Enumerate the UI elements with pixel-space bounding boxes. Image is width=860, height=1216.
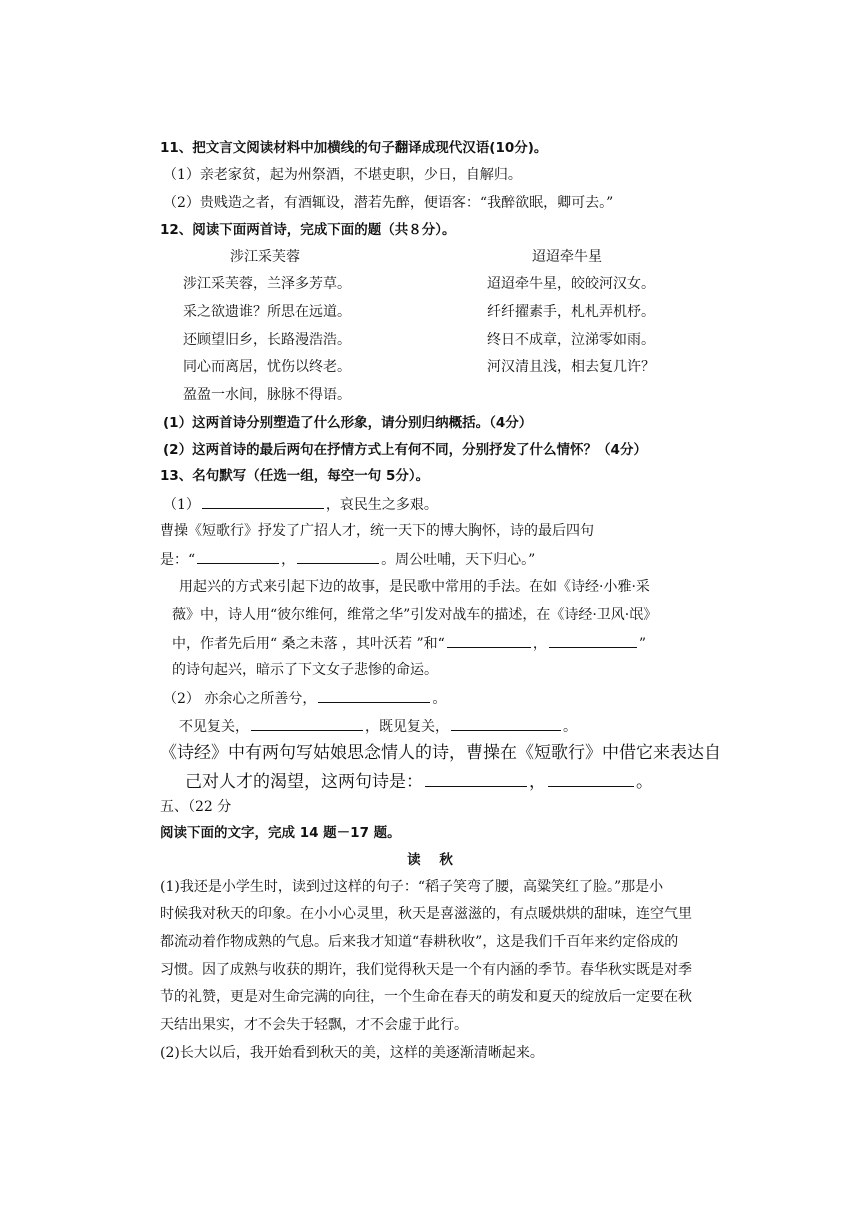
xing-prefix: 中，作者先后用“ 桑之未落 ，其叶沃若 ”和“ [172, 636, 445, 652]
essay-para1-line: (1)我还是小学生时，读到过这样的句子：“稻子笑弯了腰，高粱笑红了脸。”那是小 [160, 879, 664, 895]
fu-line [179, 716, 577, 737]
cao-prefix: 是：“ [160, 552, 196, 568]
essay-para2: (2)长大以后，我开始看到秋天的美，这样的美逐渐清晰起来。 [160, 1045, 544, 1061]
fu-prefix: 不见复关， [179, 719, 249, 735]
q11-sentence-1: （1）亲老家贫，起为州祭酒，不堪吏职，少日，自解归。 [163, 167, 522, 183]
essay-para1-line: 节的礼赞，更是对生命完满的向往，一个生命在春天的萌发和夏天的绽放后一定要在秋 [160, 989, 692, 1005]
shijing-suffix: 。 [636, 772, 653, 792]
q13-title: 13、名句默写（任选一组，每空一句 5分）。 [160, 468, 430, 484]
shijing-line-1: 《诗经》中有两句写姑娘思念情人的诗，曹操在《短歌行》中借它来表达自 [160, 743, 721, 763]
q13-group2-prefix: （2） 亦余心之所善兮， [163, 691, 317, 707]
xing-line-1: 用起兴的方式来引起下边的故事，是民歌中常用的手法。在如《诗经·小雅·采 [179, 579, 650, 595]
answer-blank[interactable] [447, 633, 531, 648]
answer-blank[interactable] [297, 549, 379, 564]
q12-sub-2: (2）这两首诗的最后两句在抒情方式上有何不同，分别抒发了什么情怀？（4分） [163, 442, 647, 458]
poem2-line: 迢迢牵牛星，皎皎河汉女。 [487, 276, 655, 292]
answer-blank[interactable] [451, 716, 561, 731]
q13-group1-suffix: ，哀民生之多艰。 [325, 497, 438, 513]
xing-sep: ， [532, 636, 547, 652]
q13-group1-line [163, 494, 438, 515]
poem1-line: 涉江采芙蓉，兰泽多芳草。 [183, 276, 351, 292]
answer-blank[interactable] [197, 549, 279, 564]
shijing-sep: ， [529, 772, 546, 792]
essay-para1-line: 都流动着作物成熟的气息。后来我才知道“春耕秋收”，这是我们千百年来约定俗成的 [160, 934, 679, 950]
xing-line-4: 的诗句起兴，暗示了下文女子悲惨的命运。 [172, 662, 438, 678]
essay-title: 读 秋 [407, 852, 453, 868]
cao-suffix: 。周公吐哺，天下归心。” [381, 552, 536, 568]
xing-line-3 [172, 633, 646, 654]
poem1-title: 涉江采芙蓉 [230, 249, 300, 265]
q13-group2-suffix: 。 [432, 691, 447, 707]
answer-blank[interactable] [318, 688, 430, 703]
answer-blank[interactable] [202, 494, 324, 509]
answer-blank[interactable] [425, 769, 527, 787]
answer-blank[interactable] [549, 633, 637, 648]
cao-sep: ， [281, 552, 296, 568]
cao-intro-line: 曹操《短歌行》抒发了广招人才，统一天下的博大胸怀，诗的最后四句 [160, 523, 594, 539]
q13-group1-prefix: （1） [163, 497, 200, 513]
essay-para1-line: 时候我对秋天的印象。在小小心灵里，秋天是喜滋滋的，有点暖烘烘的甜味，连空气里 [160, 906, 692, 922]
poem2-line: 纤纤擢素手，札札弄机杼。 [487, 304, 655, 320]
poem2-line: 终日不成章，泣涕零如雨。 [487, 332, 655, 348]
poem2-title: 迢迢牵牛星 [532, 249, 602, 265]
poem2-line: 河汉清且浅，相去复几许？ [487, 359, 655, 375]
q12-title: 12、阅读下面两首诗，完成下面的题（共８分）。 [160, 222, 456, 238]
poem1-line: 还顾望旧乡，长路漫浩浩。 [183, 332, 351, 348]
xing-suffix: ” [638, 636, 646, 652]
poem1-line: 同心而离居，忧伤以终老。 [183, 359, 351, 375]
q11-title: 11、把文言文阅读材料中加横线的句子翻译成现代汉语(10分)。 [160, 140, 548, 156]
essay-para1-line: 天结出果实，才不会失于轻飘，才不会虚于此行。 [160, 1017, 468, 1033]
q13-group2-line [163, 688, 446, 709]
section5-instruction: 阅读下面的文字，完成 14 题－17 题。 [160, 825, 401, 841]
q12-sub-1: (1）这两首诗分别塑造了什么形象，请分别归纳概括。（4分） [163, 415, 533, 431]
answer-blank[interactable] [251, 716, 363, 731]
cao-answer-line [160, 549, 535, 570]
essay-para1-line: 习惯。因了成熟与收获的期许，我们觉得秋天是一个有内涵的季节。春华秋实既是对季 [160, 962, 692, 978]
poem1-line: 采之欲遗谁？所思在远道。 [183, 304, 351, 320]
fu-mid: ，既见复关， [365, 719, 449, 735]
shijing-line-2 [185, 769, 653, 794]
poem1-line: 盈盈一水间，脉脉不得语。 [183, 387, 351, 403]
q11-sentence-2: （2）贵贱造之者，有酒辄设，潜若先醉，便语客：“我醉欲眠，卿可去。” [163, 195, 614, 211]
shijing-prefix: 己对人才的渴望，这两句诗是： [185, 772, 423, 792]
section5-heading: 五、（22 分 [160, 799, 232, 815]
answer-blank[interactable] [548, 769, 634, 787]
fu-suffix: 。 [563, 719, 577, 735]
xing-line-2: 薇》中，诗人用“彼尔维何，维常之华”引发对战车的描述，在《诗经·卫风·氓》 [172, 607, 658, 623]
